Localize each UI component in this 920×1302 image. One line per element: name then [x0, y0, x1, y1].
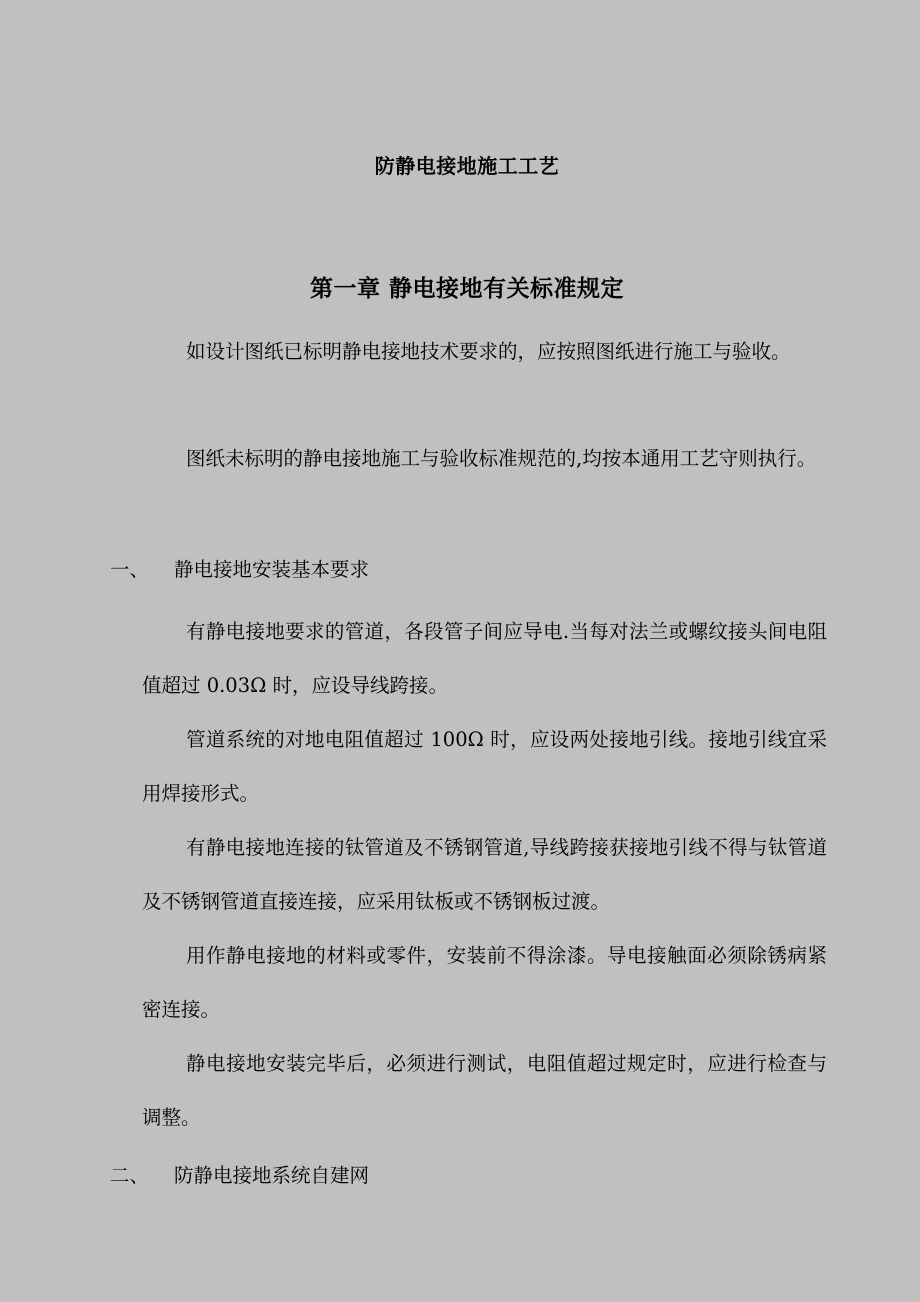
section-heading-1 — [110, 555, 369, 585]
section-1-paragraph-1: 有静电接地要求的管道，各段管子间应导电.当每对法兰或螺纹接头间电阻值超过 0.03Ω 时，应设导线跨接。 — [142, 620, 827, 697]
section-title: 静电接地安装基本要求 — [174, 558, 370, 581]
section-1-paragraph-4: 用作静电接地的材料或零件，安装前不得涂漆。导电接触面必须除锈病紧密连接。 — [142, 944, 827, 1021]
chapter-title: 第一章 静电接地有关标准规定 — [309, 276, 624, 302]
section-1-paragraph-5: 静电接地安装完毕后，必须进行测试，电阻值超过规定时，应进行检查与调整。 — [142, 1052, 827, 1129]
intro-paragraph-1: 如设计图纸已标明静电接地技术要求的，应按照图纸进行施工与验收。 — [186, 340, 791, 363]
intro-paragraph-2: 图纸未标明的静电接地施工与验收标准规范的,均按本通用工艺守则执行。 — [186, 447, 817, 470]
section-title: 防静电接地系统自建网 — [174, 1164, 370, 1187]
section-number: 一、 — [110, 558, 150, 581]
section-number: 二、 — [110, 1164, 150, 1187]
section-heading-2 — [110, 1161, 369, 1191]
document-title: 防静电接地施工工艺 — [374, 154, 560, 178]
section-1-paragraph-3: 有静电接地连接的钛管道及不锈钢管道,导线跨接获接地引线不得与钛管道及不锈钢管道直接连接，应采用钛板或不锈钢板过渡。 — [142, 836, 827, 913]
section-1-paragraph-2: 管道系统的对地电阻值超过 100Ω 时，应设两处接地引线。接地引线宜采用焊接形式。 — [142, 728, 827, 805]
